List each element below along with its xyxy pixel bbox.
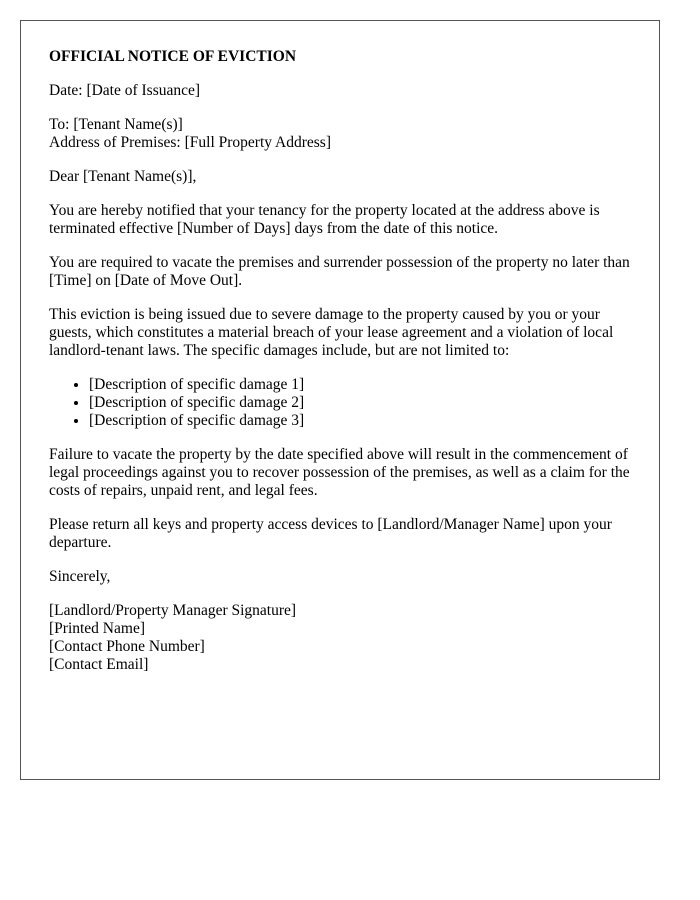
recipient-block — [49, 116, 631, 152]
printed-name: [Printed Name] — [49, 620, 145, 637]
eviction-notice-document — [20, 20, 660, 780]
to-line: To: [Tenant Name(s)] — [49, 116, 183, 133]
failure-paragraph: Failure to vacate the property by the date specified above will result in the commencement of legal proceedings against you to recover possession of the premises, as well as a claim for the costs of repairs, unpaid rent, and legal fees. — [49, 446, 630, 499]
signature-line: [Landlord/Property Manager Signature] — [49, 602, 297, 619]
termination-paragraph: You are hereby notified that your tenancy for the property located at the address above is terminated effective [Number of Days] days from the date of this notice. — [49, 202, 600, 237]
damages-list — [49, 376, 631, 430]
notice-title: OFFICIAL NOTICE OF EVICTION — [49, 48, 297, 65]
date-line: Date: [Date of Issuance] — [49, 82, 201, 99]
contact-email: [Contact Email] — [49, 656, 149, 673]
damage-item: • [Description of specific damage 3] — [89, 412, 631, 430]
contact-phone: [Contact Phone Number] — [49, 638, 205, 655]
keys-paragraph: Please return all keys and property access devices to [Landlord/Manager Name] upon your departure. — [49, 516, 612, 551]
reason-paragraph: This eviction is being issued due to severe damage to the property caused by you or your guests, which constitutes a material breach of your lease agreement and a violation of local landlord-tenant laws. The specific damages include, but are not limited to: — [49, 306, 614, 359]
signature-block — [49, 602, 631, 674]
damage-item: • [Description of specific damage 1] — [89, 376, 631, 394]
salutation: Dear [Tenant Name(s)], — [49, 168, 197, 185]
closing: Sincerely, — [49, 568, 111, 585]
address-line: Address of Premises: [Full Property Address] — [49, 134, 331, 151]
vacate-paragraph: You are required to vacate the premises and surrender possession of the property no later than [Time] on [Date of Move Out]. — [49, 254, 630, 289]
damage-item: • [Description of specific damage 2] — [89, 394, 631, 412]
